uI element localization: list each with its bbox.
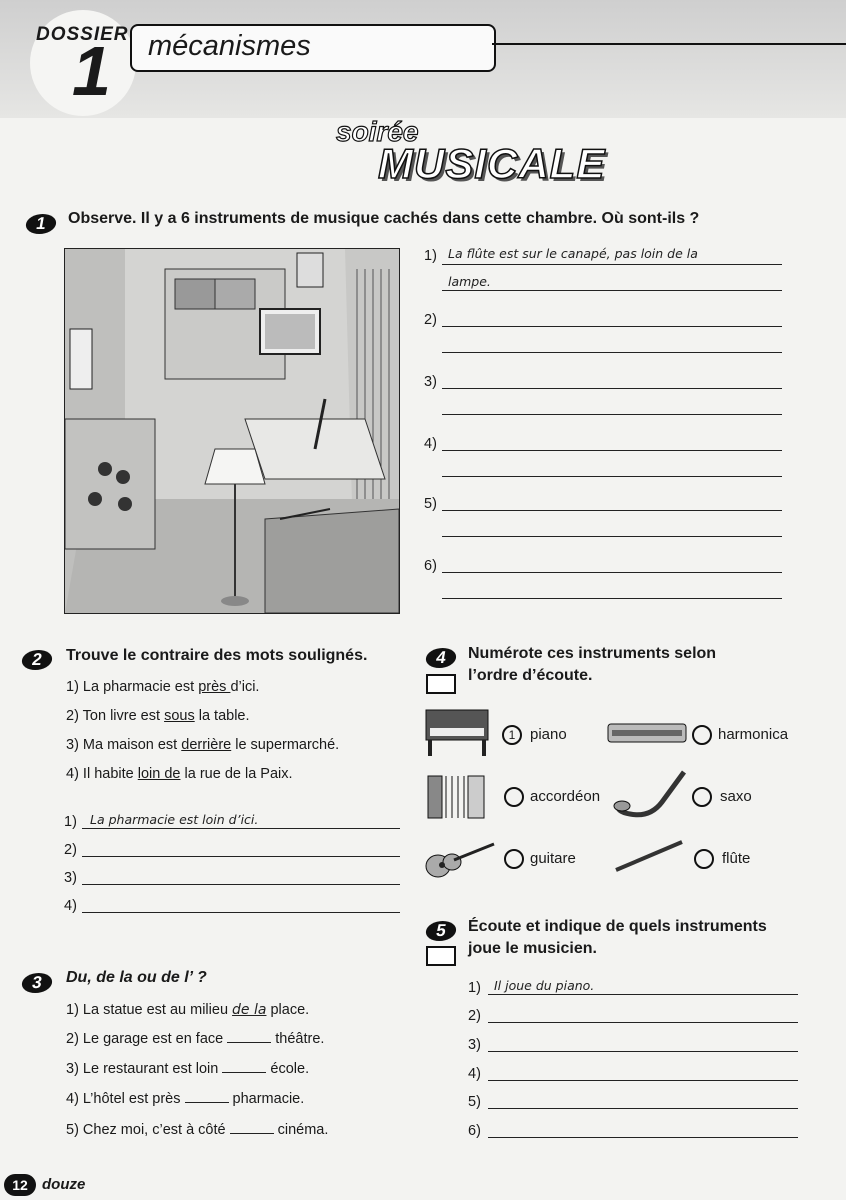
- answer-line[interactable]: [442, 536, 782, 537]
- answer-line[interactable]: [488, 1051, 798, 1052]
- dossier-label: DOSSIER: [36, 24, 129, 45]
- order-circle-saxo[interactable]: [692, 787, 712, 807]
- exercise-number-2: 2: [20, 650, 54, 670]
- answer-line: [488, 994, 798, 995]
- audio-icon: [426, 674, 456, 694]
- guitar-icon: [424, 838, 500, 882]
- ex1-answer-num-6: 6): [424, 558, 437, 574]
- answer-line[interactable]: [488, 1108, 798, 1109]
- exercise-4-instruction-1: Numérote ces instruments selon: [468, 645, 717, 662]
- exercise-5-instruction-1: Écoute et indique de quels instruments: [468, 918, 767, 935]
- exercise-3-instruction: Du, de la ou de l’ ?: [66, 969, 207, 986]
- instrument-label-guitare: guitare: [530, 850, 576, 867]
- answer-line[interactable]: [488, 1080, 798, 1081]
- answer-line[interactable]: [442, 388, 782, 389]
- order-circle-flute[interactable]: [694, 849, 714, 869]
- exercise-2-instruction: Trouve le contraire des mots soulignés.: [66, 647, 368, 664]
- ex1-answer-num-4: 4): [424, 436, 437, 452]
- order-circle-accordion[interactable]: [504, 787, 524, 807]
- ex5-answer-num-6: 6): [468, 1123, 481, 1139]
- answer-line[interactable]: [442, 598, 782, 599]
- instrument-label-harmonica: harmonica: [718, 726, 789, 743]
- ex2-answer-num-3: 3): [64, 870, 77, 886]
- exercise-number-5: 5: [424, 921, 458, 941]
- ex3-blank-5[interactable]: [230, 1133, 274, 1134]
- ex3-blank-4[interactable]: [185, 1102, 229, 1103]
- answer-line[interactable]: [82, 884, 400, 885]
- room-illustration: [64, 248, 400, 614]
- ex2-sentence-2: 2) Ton livre est sous la table.: [66, 708, 250, 724]
- page-number-word: douze: [42, 1176, 86, 1193]
- ex2-answer-num-1: 1): [64, 814, 77, 830]
- ex1-answer-num-3: 3): [424, 374, 437, 390]
- exercise-5-instruction-2: joue le musicien.: [468, 940, 597, 957]
- ex3-sentence-3: 3) Le restaurant est loin école.: [66, 1061, 310, 1077]
- exercise-1-instruction: Observe. Il y a 6 instruments de musique cachés dans cette chambre. Où sont-ils ?: [68, 210, 700, 227]
- answer-line[interactable]: [442, 326, 782, 327]
- ex2-sentence-1: 1) La pharmacie est près d’ici.: [66, 679, 260, 695]
- answer-line[interactable]: [82, 912, 400, 913]
- saxophone-icon: [610, 768, 690, 822]
- room-drawing: [65, 249, 399, 613]
- exercise-number-3: 3: [20, 973, 54, 993]
- ex1-answer-1-cont[interactable]: lampe.: [448, 274, 491, 289]
- answer-line: [82, 828, 400, 829]
- answer-line[interactable]: [488, 1022, 798, 1023]
- flute-icon: [612, 838, 686, 874]
- instrument-label-piano: piano: [530, 726, 567, 743]
- piano-icon: [424, 708, 490, 758]
- section-title: mécanismes: [148, 30, 311, 62]
- order-circle-piano[interactable]: 1: [502, 725, 522, 745]
- ex2-answer-num-2: 2): [64, 842, 77, 858]
- answer-line[interactable]: [442, 510, 782, 511]
- instrument-label-accordion: accordéon: [530, 788, 601, 805]
- exercise-number-1: 1: [24, 214, 58, 234]
- ex2-sentence-4: 4) Il habite loin de la rue de la Paix.: [66, 766, 293, 782]
- exercise-4-instruction-2: l’ordre d’écoute.: [468, 667, 593, 684]
- answer-line[interactable]: [488, 1137, 798, 1138]
- answer-line[interactable]: [82, 856, 400, 857]
- show-through-decoration: [160, 110, 186, 192]
- page-number: 12: [4, 1174, 36, 1196]
- answer-line: [442, 264, 782, 265]
- ex2-answer-1[interactable]: La pharmacie est loin d’ici.: [90, 812, 259, 827]
- answer-line[interactable]: [442, 572, 782, 573]
- ex3-sentence-1: 1) La statue est au milieu de la place.: [66, 1002, 310, 1018]
- ex1-answer-num-1: 1): [424, 248, 437, 264]
- instrument-label-flute: flûte: [722, 850, 751, 867]
- ex5-answer-1[interactable]: Il joue du piano.: [494, 978, 595, 993]
- exercise-number-4: 4: [424, 648, 458, 668]
- ex1-answer-num-5: 5): [424, 496, 437, 512]
- answer-line[interactable]: [442, 476, 782, 477]
- answer-line: [442, 290, 782, 291]
- ex3-blank-2[interactable]: [227, 1042, 271, 1043]
- order-circle-harmonica[interactable]: [692, 725, 712, 745]
- ex5-answer-num-2: 2): [468, 1008, 481, 1024]
- answer-line[interactable]: [442, 414, 782, 415]
- ex1-answer-num-2: 2): [424, 312, 437, 328]
- order-circle-guitare[interactable]: [504, 849, 524, 869]
- ex5-answer-num-5: 5): [468, 1094, 481, 1110]
- logo-line1: soirée: [336, 116, 419, 147]
- instrument-label-saxo: saxo: [720, 788, 752, 805]
- answer-line[interactable]: [442, 352, 782, 353]
- ex1-answer-1[interactable]: La flûte est sur le canapé, pas loin de la: [448, 246, 698, 261]
- ex2-sentence-3: 3) Ma maison est derrière le supermarché.: [66, 737, 340, 753]
- header-rule: [492, 43, 846, 45]
- ex3-sentence-4: 4) L’hôtel est près pharmacie.: [66, 1091, 305, 1107]
- ex3-blank-3[interactable]: [222, 1072, 266, 1073]
- ex2-answer-num-4: 4): [64, 898, 77, 914]
- ex3-sentence-2: 2) Le garage est en face théâtre.: [66, 1031, 325, 1047]
- ex5-answer-num-4: 4): [468, 1066, 481, 1082]
- audio-icon: [426, 946, 456, 966]
- accordion-icon: [426, 770, 488, 822]
- logo-line2: MUSICALE: [378, 140, 606, 187]
- ex5-answer-num-1: 1): [468, 980, 481, 996]
- dossier-number: 1: [72, 32, 111, 110]
- ex5-answer-num-3: 3): [468, 1037, 481, 1053]
- ex3-sentence-5: 5) Chez moi, c’est à côté cinéma.: [66, 1122, 329, 1138]
- answer-line[interactable]: [442, 450, 782, 451]
- harmonica-icon: [606, 720, 688, 746]
